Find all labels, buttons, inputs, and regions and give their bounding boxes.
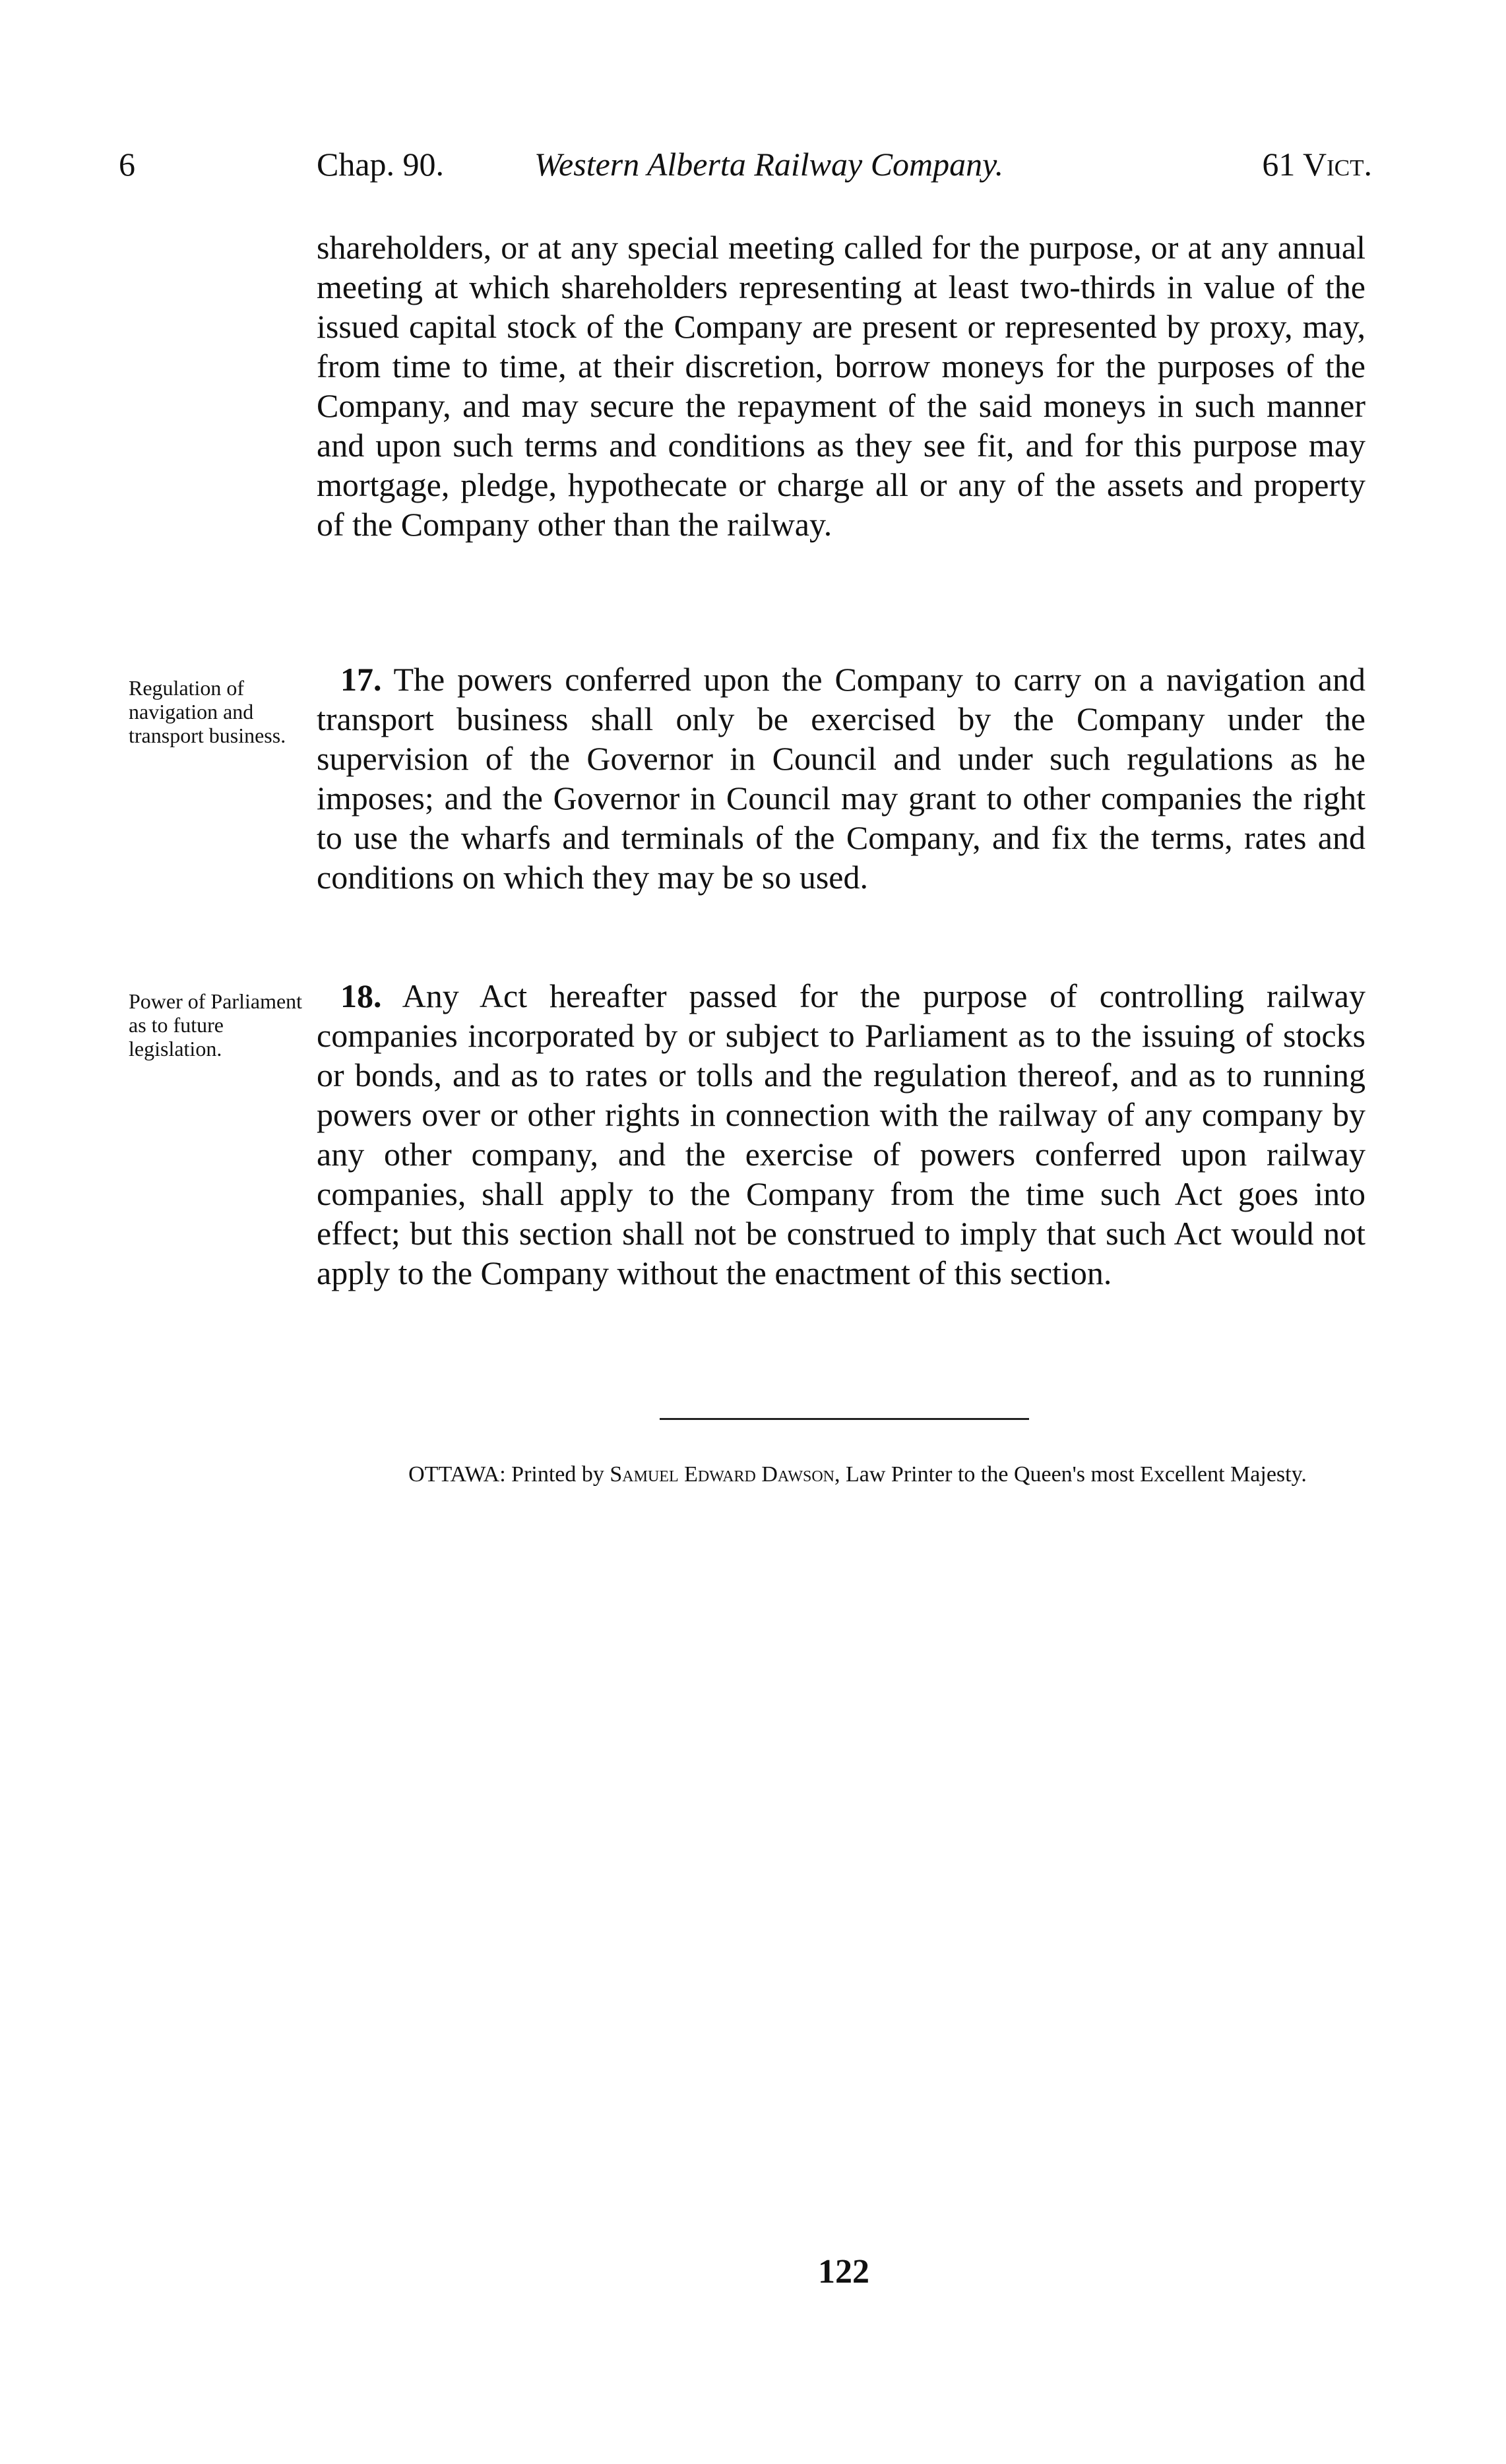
imprint-printer-name: Samuel Edward Dawson,	[610, 1462, 840, 1487]
section-18-text: Any Act hereafter passed for the purpose of controlling railway companies incorporated by or subject to Parliament as to the issuing of stocks or bonds, and as to rates or tolls and the regulation thereof, and as to running powers over or other rights in connection with the railway of any company by any other company, and the exercise of powers conferred upon railway companies, shall apply to the Company from the time such Act goes into effect; but this section shall not be construed to imply that such Act would not apply to the Company without the enactment of this section.	[317, 977, 1365, 1291]
section-17-number: 17.	[340, 661, 382, 698]
paragraph-continuation: shareholders, or at any special meeting called for the purpose, or at any annual meeting at which shareholders representing at least two-thirds in value of the issued capital stock of the Company are present or represented by proxy, may, from time to time, at their discretion, borrow moneys for the purposes of the Company, and may secure the repayment of the said moneys in such manner and upon such terms and conditions as they see fit, and for this purpose may mortgage, pledge, hypothecate or charge all or any of the assets and property of the Company other than the railway.	[317, 229, 1365, 543]
section-17	[317, 660, 1365, 897]
section-18-number: 18.	[340, 977, 382, 1014]
imprint-printer-title: Law Printer to the Queen's most Excellent Majesty.	[846, 1462, 1307, 1487]
chapter-label: Chap. 90.	[317, 146, 445, 183]
marginal-note-18: Power of Parliament as to future legislation.	[129, 989, 303, 1061]
running-header	[119, 145, 1372, 191]
imprint-printed-by: Printed by	[511, 1462, 604, 1487]
act-title: Western Alberta Railway Company.	[534, 146, 1004, 183]
section-17-text: The powers conferred upon the Company to carry on a navigation and transport business shall only be exercised by the Company under the supervision of the Governor in Council and under such regulations as he imposes; and the Governor in Council may grant to other companies the right to use the wharfs and terminals of the Company, and fix the terms, rates and conditions on which they may be so used.	[317, 661, 1365, 896]
marginal-note-17: Regulation of navigation and transport business.	[129, 676, 286, 747]
header-page-number: 6	[119, 146, 135, 183]
imprint-place: OTTAWA:	[408, 1462, 506, 1487]
footer-page-number: 122	[818, 2253, 869, 2291]
printer-imprint	[343, 1461, 1372, 1489]
regnal-year: 61 Vict.	[1262, 146, 1372, 183]
section-18	[317, 976, 1365, 1293]
section-divider-rule	[660, 1418, 1029, 1420]
